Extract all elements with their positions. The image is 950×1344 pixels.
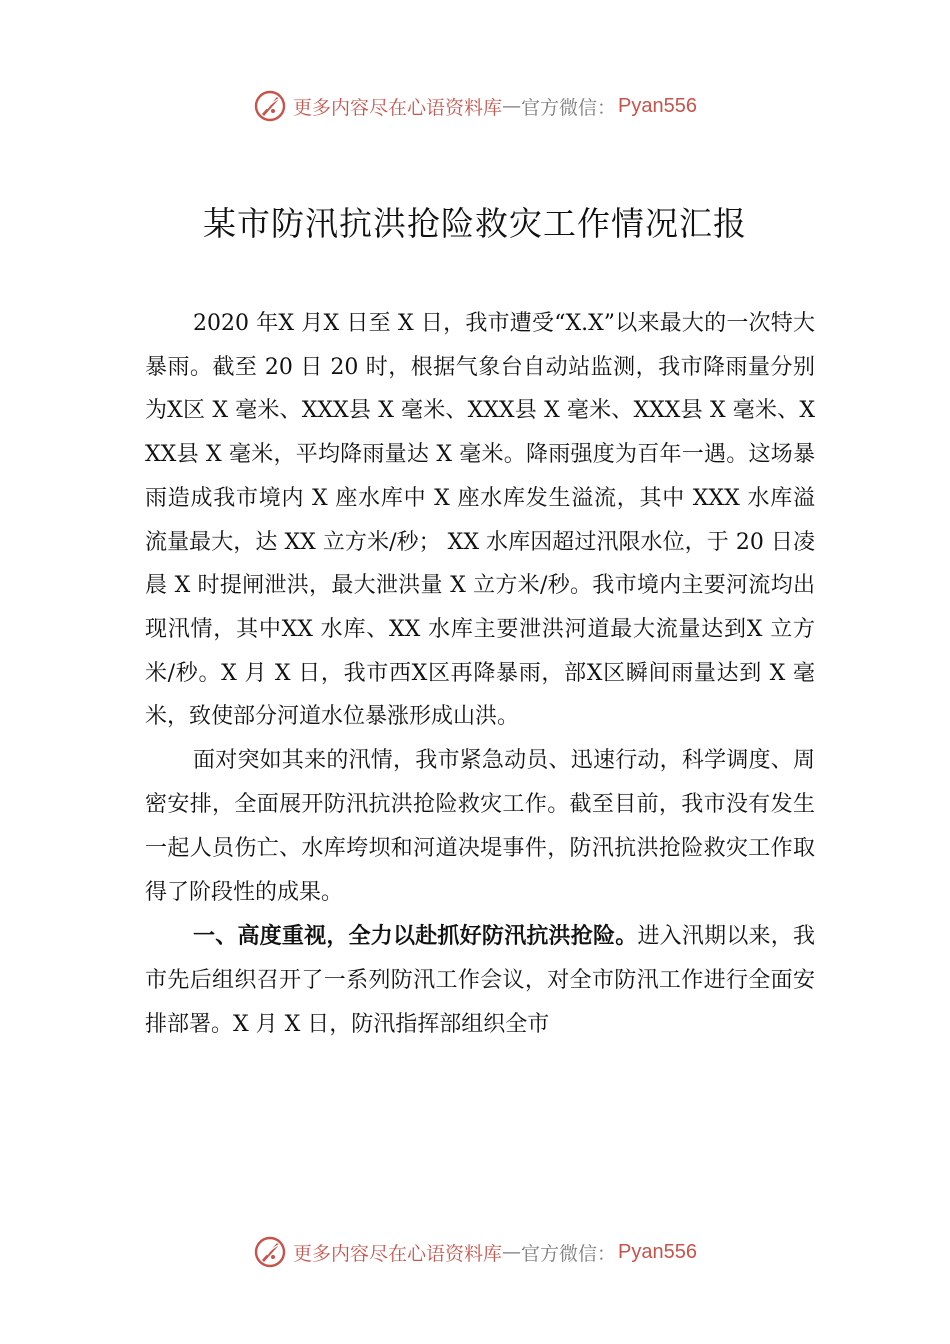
paragraph-2: 面对突如其来的汛情，我市紧急动员、迅速行动，科学调度、周密安排，全面展开防汛抗洪抢险救灾工作。截至目前，我市没有发生一起人员伤亡、水库垮坝和河道决堤事件，防汛抗洪抢险救灾工作取得了阶段性的成果。 (145, 748, 815, 906)
paragraph-3 (145, 915, 815, 1047)
footer-watermark (0, 1232, 950, 1272)
watermark-dash: — (502, 1241, 522, 1263)
watermark-wechat-id: Pyan556 (618, 94, 697, 117)
watermark-wechat-label: 官方微信： (521, 96, 617, 119)
document-title: 某市防汛抗洪抢险救灾工作情况汇报 (203, 204, 747, 243)
paragraph-3-text: 进入汛期以来，我市先后组织召开了一系列防汛工作会议，对全市防汛工作进行全面安排部署。X 月 X 日，防汛指挥部组织全市 (145, 924, 815, 1038)
section-heading-1: 一、高度重视，全力以赴抓好防汛抗洪抢险。 (193, 924, 638, 950)
watermark-dash: — (502, 95, 522, 117)
watermark-brand: 更多内容尽在心语资料库 (293, 96, 503, 119)
paragraph-1: 2020 年X 月X 日至 X 日，我市遭受“X.X”以来最大的一次特大暴雨。截至 20 日 20 时，根据气象台自动站监测，我市降雨量分别为X区 X 毫米、XXX县 X 毫米、XXX县 X 毫米、XXX县 X 毫米、XXX县 X 毫米，平均降雨量达 X 毫米。降雨强度为百年一遇。这场暴雨造成我市境内 X 座水库中 X 座水库发生溢流，其中 XXX 水库溢流量最大，达 XX 立方米/秒； XX 水库因超过汛限水位，于 20 日凌晨 X 时提闸泄洪，最大泄洪量 X 立方米/秒。我市境内主要河流均出现汛情，其中XX 水库、XX 水库主要泄洪河道最大流量达到X 立方米/秒。X 月 X 日，我市西X区再降暴雨，部X区瞬间雨量达到 X 毫米，致使部分河道水位暴涨形成山洪。 (145, 311, 815, 730)
document-body (145, 302, 815, 1047)
header-watermark (0, 86, 950, 126)
watermark-brand: 更多内容尽在心语资料库 (293, 1242, 503, 1265)
watermark-wechat-label: 官方微信： (521, 1242, 617, 1265)
quill-logo-icon (253, 89, 287, 123)
watermark-wechat-id: Pyan556 (618, 1240, 697, 1263)
quill-logo-icon (253, 1235, 287, 1269)
